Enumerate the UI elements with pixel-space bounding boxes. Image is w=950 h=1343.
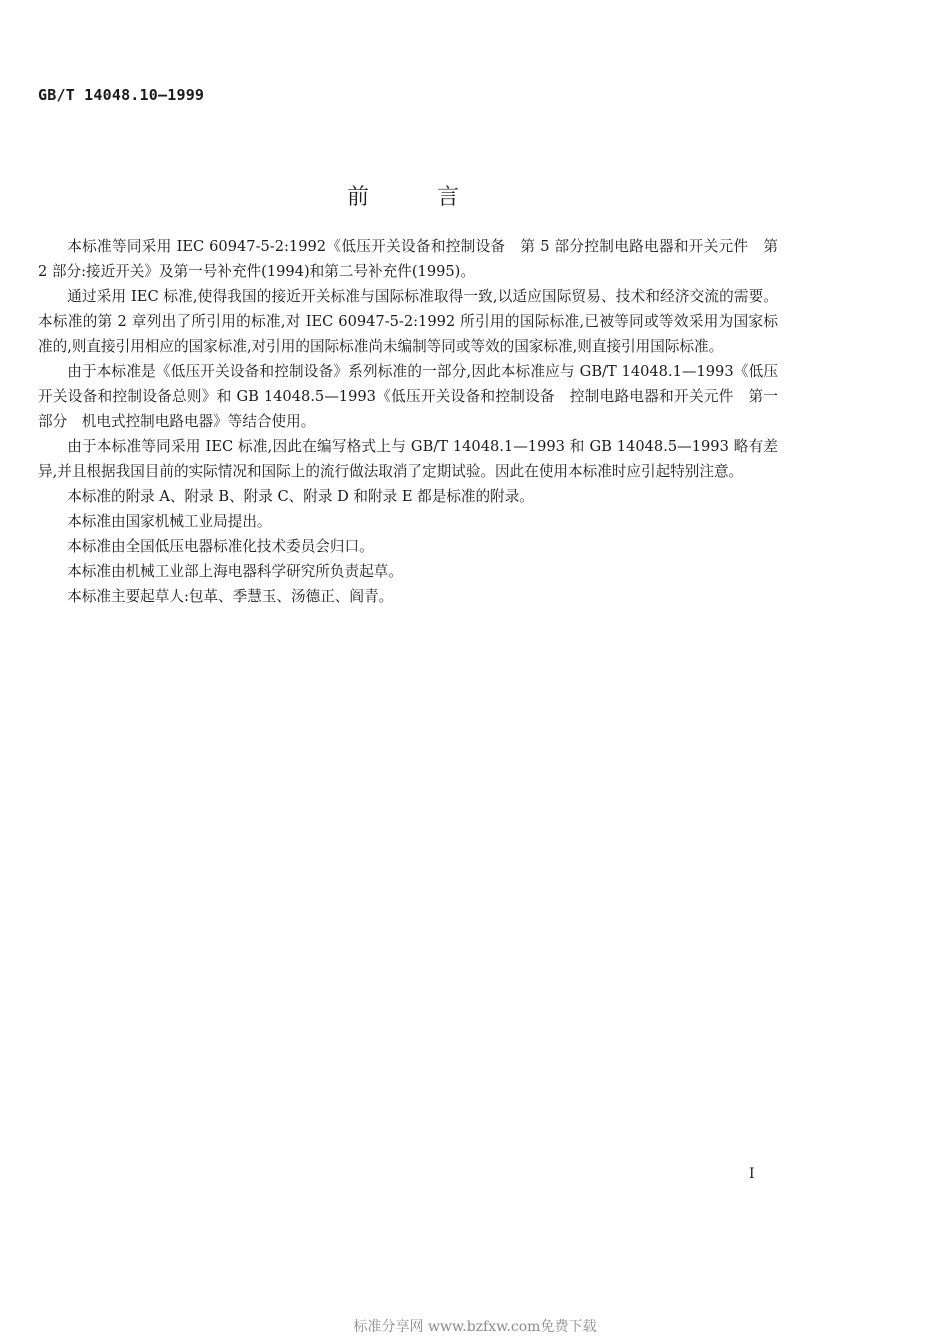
page-number: I	[749, 1166, 755, 1182]
foreword-body	[38, 234, 778, 609]
page-title: 前言	[346, 185, 527, 210]
paragraph-format-note: 由于本标准等同采用 IEC 标准,因此在编写格式上与 GB/T 14048.1—1993 和 GB 14048.5—1993 略有差异,并且根据我国目前的实际情况和国际上的流行做法取消了定期试验。因此在使用本标准时应引起特别注意。	[38, 438, 778, 480]
paragraph-adoption: 本标准等同采用 IEC 60947-5-2:1992《低压开关设备和控制设备 第 5 部分控制电路电器和开关元件 第 2 部分:接近开关》及第一号补充件(1994)和第二号补充件(1995)。	[38, 238, 778, 280]
paragraph-centralized-by: 本标准由全国低压电器标准化技术委员会归口。	[67, 538, 374, 555]
paragraph-drafted-by: 本标准由机械工业部上海电器科学研究所负责起草。	[67, 563, 403, 580]
paragraph-drafters: 本标准主要起草人:包革、季慧玉、汤德正、阎青。	[67, 588, 394, 605]
paragraph-purpose: 通过采用 IEC 标准,使得我国的接近开关标准与国际标准取得一致,以适应国际贸易、技术和经济交流的需要。本标准的第 2 章列出了所引用的标准,对 IEC 60947-5-2:1992 所引用的国际标准,已被等同或等效采用为国家标准的,则直接引用相应的国家标准,对引用的国际标准尚未编制等同或等效的国家标准,则直接引用国际标准。	[38, 288, 778, 355]
paragraph-series: 由于本标准是《低压开关设备和控制设备》系列标准的一部分,因此本标准应与 GB/T 14048.1—1993《低压开关设备和控制设备总则》和 GB 14048.5—1993《低压开关设备和控制设备 控制电路电器和开关元件 第一部分 机电式控制电路电器》等结合使用。	[38, 363, 778, 430]
watermark-footer: 标准分享网 www.bzfxw.com免费下载	[353, 1319, 597, 1335]
paragraph-appendices: 本标准的附录 A、附录 B、附录 C、附录 D 和附录 E 都是标准的附录。	[67, 488, 534, 505]
standard-number: GB/T 14048.10—1999	[38, 86, 205, 104]
paragraph-proposed-by: 本标准由国家机械工业局提出。	[67, 513, 272, 530]
